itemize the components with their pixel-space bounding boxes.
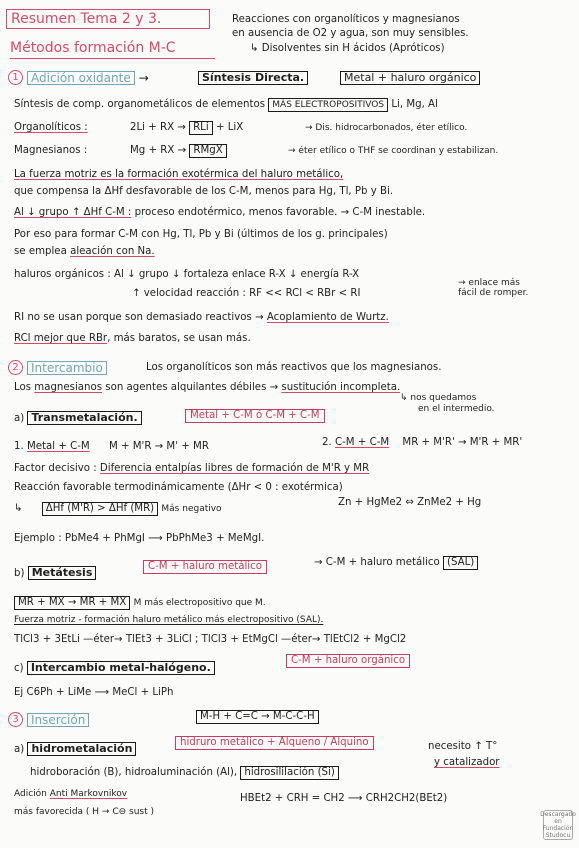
s2-line-1: Los organolíticos son más reactivos que los magnesianos. bbox=[146, 362, 442, 373]
magnesium-row: Magnesianos : bbox=[14, 145, 88, 156]
section-number-badge: 1 bbox=[8, 70, 23, 85]
transmetalation-box: Metal + C-M ó C-M + C-M bbox=[185, 409, 325, 423]
metathesis-box: C-M + haluro metálico bbox=[143, 560, 267, 574]
hydrometalation-note: necesito ↑ T° y catalizador bbox=[428, 741, 500, 768]
watermark-logo: Descargado en Fundación Studocu bbox=[540, 811, 576, 839]
metal-halogen-example: Ej C6Ph + LiMe ⟶ MeCl + LiPh bbox=[14, 687, 174, 698]
organolithium-row: Organolíticos : bbox=[14, 122, 88, 133]
insertion-scheme: M-H + C=C → M-C-C-H bbox=[196, 710, 319, 724]
organolithium-eq: 2Li + RX → RLi + LiX bbox=[130, 122, 244, 133]
section-number-badge: 3 bbox=[8, 712, 23, 727]
subtitle-underline bbox=[10, 58, 215, 59]
metathesis-driving-force: Fuerza motriz - formación haluro metálico más electropositivo (SAL). bbox=[14, 615, 324, 625]
s1-line-2: La fuerza motriz es la formación exotérmica del haluro metálico, bbox=[14, 169, 344, 180]
s1-line-10: RCl mejor que RBr, más baratos, se usan más. bbox=[14, 333, 251, 344]
magnesium-note: → éter etílico o THF se coordinan y estabilizan. bbox=[288, 146, 499, 156]
s1-line-4: Al ↓ grupo ↑ ΔHf C-M : proceso endotérmico, menos favorable. → C-M inestable. bbox=[14, 207, 426, 218]
transmetalation-example: Ejemplo : PbMe4 + PhMgI ⟶ PbPhMe3 + MeMgI. bbox=[14, 533, 265, 544]
hydrometalation-box: hidruro metálico + Alqueno / Alquino bbox=[175, 736, 374, 750]
section-title: Intercambio bbox=[27, 361, 107, 375]
transmetalation-case-2: 2. C-M + C-M MR + M'R' → M'R + MR' bbox=[322, 437, 523, 448]
s1-line-1: Síntesis de comp. organometálicos de elementos MÁS ELECTROPOSITIVOS Li, Mg, Al bbox=[14, 99, 438, 110]
section-title: Adición oxidante bbox=[27, 71, 135, 85]
favored-addition: más favorecida ( H → C⊖ sust ) bbox=[14, 807, 154, 817]
hook-arrow-icon: ↳ bbox=[14, 503, 23, 514]
synthesis-box: Metal + haluro orgánico bbox=[340, 71, 480, 85]
enthalpy-example-eq: Zn + HgMe2 ⇔ ZnMe2 + Hg bbox=[338, 497, 482, 508]
s1-line-5: Por eso para formar C-M con Hg, Tl, Pb y Bi (últimos de los g. principales) bbox=[14, 229, 388, 240]
metal-halogen-heading: c) Intercambio metal-halógeno. bbox=[14, 661, 215, 675]
section-title: Inserción bbox=[27, 713, 89, 727]
intro-line-3: ↳ Disolventes sin H ácidos (Apróticos) bbox=[250, 43, 445, 54]
hydrometalation-types: hidroboración (B), hidroaluminación (Al), hidrosililación (Si) bbox=[30, 766, 339, 780]
section-2-heading bbox=[8, 360, 107, 375]
s1-line-6: se emplea aleación con Na. bbox=[14, 246, 155, 257]
metal-halogen-box: C-M + haluro orgánico bbox=[286, 654, 410, 668]
s1-line-3: que compensa la ΔHf desfavorable de los C-M, menos para Hg, Tl, Pb y Bi. bbox=[14, 186, 394, 197]
s1-line-8-note: → enlace más fácil de romper. bbox=[458, 278, 529, 298]
metathesis-arrow: → C-M + haluro metálico (SAL) bbox=[314, 556, 478, 570]
anti-markovnikov: Adición Anti Markovnikov bbox=[14, 789, 128, 799]
synthesis-label: Síntesis Directa. bbox=[198, 71, 308, 85]
intro-line-2: en ausencia de O2 y agua, son muy sensibles. bbox=[232, 28, 469, 39]
enthalpy-comparison: ↳ ΔHf (M'R) > ΔHf (MR) Más negativo bbox=[14, 503, 222, 514]
favorable-reaction: Reacción favorable termodinámicamente (ΔHr < 0 : exotérmica) bbox=[14, 482, 343, 493]
magnesium-eq: Mg + RX → RMgX bbox=[130, 144, 227, 158]
metathesis-heading: b) Metátesis bbox=[14, 566, 96, 580]
metathesis-examples: TlCl3 + 3EtLi —éter→ TlEt3 + 3LiCl ; TlCl3 + EtMgCl —éter→ TlEtCl2 + MgCl2 bbox=[14, 634, 407, 645]
metathesis-eq: MR + MX → MR + MX M más electropositivo que M. bbox=[14, 596, 266, 610]
transmetalation-heading: a) Transmetalación. bbox=[14, 411, 142, 425]
hydrometalation-heading: a) hidrometalación bbox=[14, 742, 136, 756]
page-title: Resumen Tema 2 y 3. bbox=[6, 9, 210, 29]
organolithium-note: → Dis. hidrocarbonados, éter etílico. bbox=[305, 123, 468, 133]
arrow-icon: → bbox=[138, 70, 149, 85]
hydroboration-eq: HBEt2 + CRH = CH2 ⟶ CRH2CH2(BEt2) bbox=[240, 793, 448, 804]
section-3-heading bbox=[8, 712, 89, 727]
section-number-badge: 2 bbox=[8, 360, 23, 375]
s1-line-7: haluros orgánicos : Al ↓ grupo ↓ fortaleza enlace R-X ↓ energía R-X bbox=[14, 269, 360, 280]
s1-line-9: RI no se usan porque son demasiado reactivos → Acoplamiento de Wurtz. bbox=[14, 312, 389, 323]
s2-line-2: Los magnesianos son agentes alquilantes débiles → sustitución incompleta. bbox=[14, 382, 401, 393]
transmetalation-case-1: 1. Metal + C-M M + M'R → M' + MR bbox=[14, 441, 209, 452]
decisive-factor: Factor decisivo : Diferencia entalpías libres de formación de M'R y MR bbox=[14, 463, 370, 474]
s1-line-8: ↑ velocidad reacción : RF << RCl < RBr < RI bbox=[132, 288, 361, 299]
intro-line-1: Reacciones con organolíticos y magnesianos bbox=[232, 14, 460, 25]
section-1-heading bbox=[8, 70, 149, 85]
s2-line-2-note: ↳ nos quedamos en el intermedio. bbox=[400, 393, 495, 414]
page-subtitle: Métodos formación M-C bbox=[10, 40, 176, 56]
